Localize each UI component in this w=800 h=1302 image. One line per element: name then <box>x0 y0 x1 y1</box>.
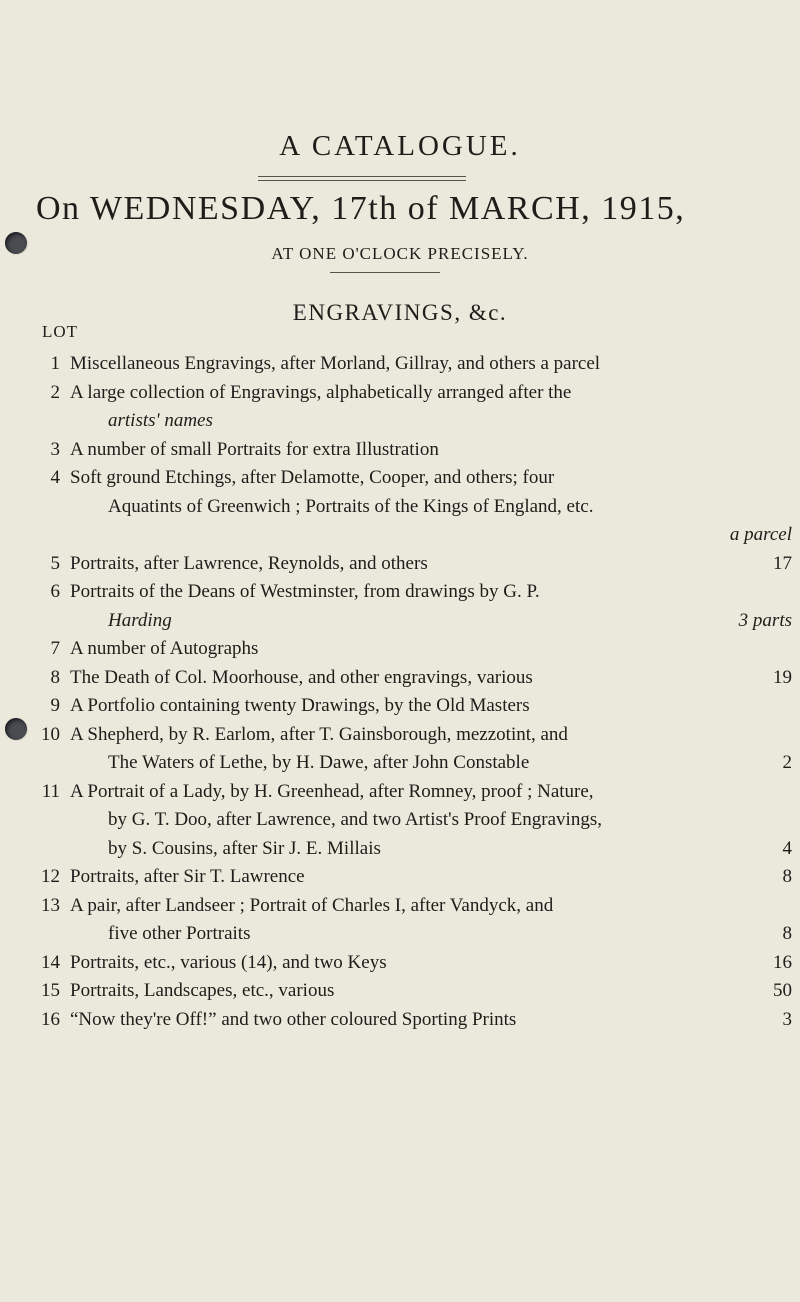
lot-item <box>0 721 800 778</box>
lot-item <box>0 578 800 635</box>
lot-number: 11 <box>41 780 60 802</box>
heading-rule <box>258 180 466 181</box>
section-title: ENGRAVINGS, &c. <box>292 300 508 325</box>
lot-number: 1 <box>50 353 60 374</box>
lot-number: 5 <box>50 552 60 574</box>
lot-quantity: 19 <box>773 666 792 688</box>
lot-item <box>0 635 800 664</box>
lot-description: Portraits, etc., various (14), and two Keys <box>70 951 387 973</box>
lot-column-label: LOT <box>42 322 79 341</box>
lot-description-cont: Harding <box>108 609 172 631</box>
lot-description: Miscellaneous Engravings, after Morland, Gillray, and others a parcel <box>70 353 601 374</box>
lot-number: 15 <box>41 980 60 1001</box>
lot-quantity: 2 <box>782 752 792 773</box>
lot-item <box>0 863 800 892</box>
sale-time: AT ONE O'CLOCK PRECISELY. <box>271 244 529 263</box>
lot-number: 7 <box>50 638 60 659</box>
lot-quantity: a parcel <box>729 524 792 545</box>
lot-quantity: 3 parts <box>738 609 792 631</box>
lot-number: 8 <box>50 666 60 688</box>
lot-description: A pair, after Landseer ; Portrait of Charles I, after Vandyck, and <box>70 894 554 916</box>
lot-quantity: 16 <box>773 951 792 973</box>
lot-quantity: 17 <box>773 552 792 574</box>
lot-description: Soft ground Etchings, after Delamotte, Cooper, and others; four <box>70 467 555 488</box>
lot-quantity: 8 <box>782 923 792 944</box>
lot-item <box>0 436 800 465</box>
lot-description: A number of small Portraits for extra Illustration <box>70 438 439 460</box>
lot-item <box>0 692 800 721</box>
lot-number: 12 <box>41 866 60 887</box>
heading-rule <box>258 176 466 177</box>
lot-item <box>0 977 800 1006</box>
lot-description-cont: Aquatints of Greenwich ; Portraits of the Kings of England, etc. <box>108 495 594 517</box>
sale-date: On WEDNESDAY, 17th of MARCH, 1915, <box>36 190 686 227</box>
section-rule <box>330 272 440 273</box>
lot-description: A Portrait of a Lady, by H. Greenhead, after Romney, proof ; Nature, <box>70 780 594 802</box>
lot-description-cont: The Waters of Lethe, by H. Dawe, after John Constable <box>108 752 530 773</box>
lot-number: 6 <box>50 581 60 602</box>
lot-item <box>0 550 800 579</box>
lot-item <box>0 892 800 949</box>
lot-description-cont: by S. Cousins, after Sir J. E. Millais <box>108 837 381 859</box>
lot-item <box>0 778 800 864</box>
lot-number: 13 <box>41 894 60 916</box>
lot-quantity: 8 <box>782 866 792 887</box>
lot-description: A number of Autographs <box>70 638 259 659</box>
lot-description-cont: by G. T. Doo, after Lawrence, and two Artist's Proof Engravings, <box>108 809 602 830</box>
lot-description: Portraits, after Lawrence, Reynolds, and others <box>70 552 428 574</box>
lot-description: Portraits, Landscapes, etc., various <box>70 980 335 1001</box>
lot-quantity: 3 <box>782 1008 792 1030</box>
lot-description: A large collection of Engravings, alphabetically arranged after the <box>70 381 572 403</box>
lot-description: Portraits, after Sir T. Lawrence <box>70 866 305 887</box>
lot-number: 4 <box>50 467 60 488</box>
lot-item <box>0 664 800 693</box>
lot-number: 9 <box>50 695 60 716</box>
lot-quantity: 4 <box>782 837 792 859</box>
lot-item <box>0 949 800 978</box>
lot-item <box>0 1006 800 1035</box>
lot-item <box>0 464 800 550</box>
lot-description: A Portfolio containing twenty Drawings, by the Old Masters <box>70 695 530 716</box>
lot-description-cont: artists' names <box>108 410 213 431</box>
catalogue-heading: A CATALOGUE. <box>279 130 521 162</box>
lot-item <box>0 379 800 436</box>
lot-item <box>0 350 800 379</box>
lot-quantity: 50 <box>773 980 792 1001</box>
lot-number: 3 <box>50 438 60 460</box>
lot-description: “Now they're Off!” and two other coloured Sporting Prints <box>70 1008 517 1030</box>
lot-number: 16 <box>41 1008 60 1030</box>
lot-number: 10 <box>41 723 60 745</box>
lot-description-cont: five other Portraits <box>108 923 251 944</box>
lot-number: 14 <box>41 951 60 973</box>
lot-description: Portraits of the Deans of Westminster, from drawings by G. P. <box>70 581 540 602</box>
lot-description: A Shepherd, by R. Earlom, after T. Gainsborough, mezzotint, and <box>70 723 568 745</box>
lot-number: 2 <box>50 381 60 403</box>
lot-description: The Death of Col. Moorhouse, and other engravings, various <box>70 666 533 688</box>
lot-list <box>0 350 800 1034</box>
